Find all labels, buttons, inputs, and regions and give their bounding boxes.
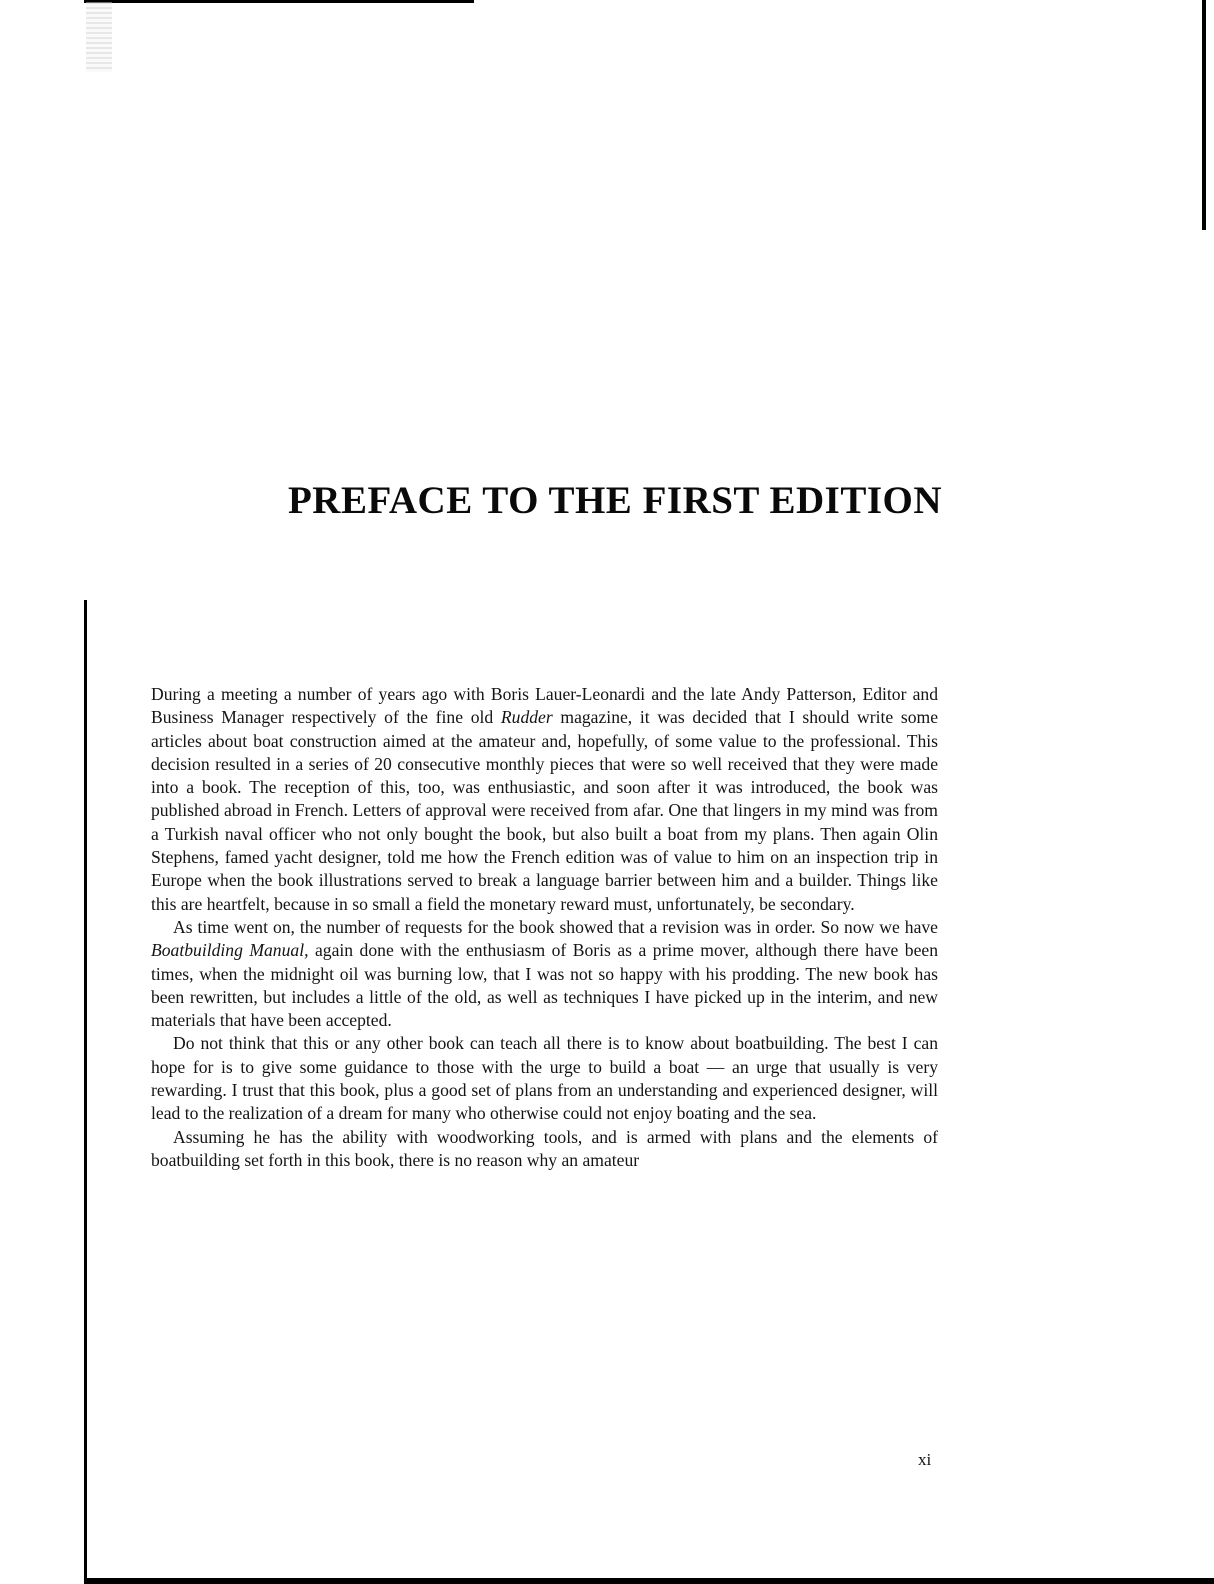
paragraph-1-text-cont: magazine, it was decided that I should write some articles about boat construction aimed at the amateur and, hopefully, of some value to the professional. This decision resulted in a series of 20 consecutive monthly pieces that were so well received that they were made into a book. The reception of this, too, was enthusiastic, and soon after it was introduced, the book was published abroad in French. Letters of approval were received from afar. One that lingers in my mind was from a Turkish naval officer who not only bought the book, but also built a boat from my plans. Then again Olin Stephens, famed yacht designer, told me how the French edition was of value to him on an inspection trip in Europe when the book illustrations served to break a language barrier between him and a builder. Things like this are heartfelt, because in so small a field the monetary reward must, unfortunately, be secondary. xyxy=(151,707,939,914)
paragraph-2-text-cont: again done with the enthusiasm of Boris as a prime mover, although there have been times, when the midnight oil was burning low, that I was not so happy with his prodding. The new book has been rewritten, but includes a little of the old, as well as techniques I have picked up in the interim, and new materials that have been accepted. xyxy=(151,940,939,1031)
body-text xyxy=(151,683,938,1172)
page-title: PREFACE TO THE FIRST EDITION xyxy=(287,479,943,522)
paragraph-3-text: Do not think that this or any other book can teach all there is to know about boatbuilding. The best I can hope for is to give some guidance to those with the urge to build a boat — an urge that usually is very rewarding. I trust that this book, plus a good set of plans from an understanding and experienced designer, will lead to the realization of a dream for many who otherwise could not enjoy boating and the sea. xyxy=(151,1033,938,1124)
scan-edge-top xyxy=(84,0,474,3)
paragraph-1-text: During a meeting a number of years ago with Boris Lauer-Leonardi and the late Andy Patterson, Editor and Business Manager respectively of the fine old xyxy=(151,684,938,728)
scan-edge-left xyxy=(84,600,87,1584)
paragraph-4-text: Assuming he has the ability with woodworking tools, and is armed with plans and the elements of boatbuilding set forth in this book, there is no reason why an amateur xyxy=(151,1126,938,1170)
paragraph-2-emphasis: Boatbuilding Manual, xyxy=(151,940,309,961)
paragraph-1-emphasis: Rudder xyxy=(500,707,553,728)
page-number: xi xyxy=(918,1450,932,1469)
paragraph-2-text: As time went on, the number of requests for the book showed that a revision was in order. So now we have xyxy=(173,916,938,937)
paragraph-2 xyxy=(151,916,938,1032)
scan-edge-bottom xyxy=(84,1578,1214,1584)
scan-smudge xyxy=(86,2,112,72)
paragraph-1 xyxy=(151,683,938,916)
paragraph-4 xyxy=(151,1126,938,1173)
scan-edge-right xyxy=(1202,0,1206,230)
paragraph-3 xyxy=(151,1032,938,1125)
